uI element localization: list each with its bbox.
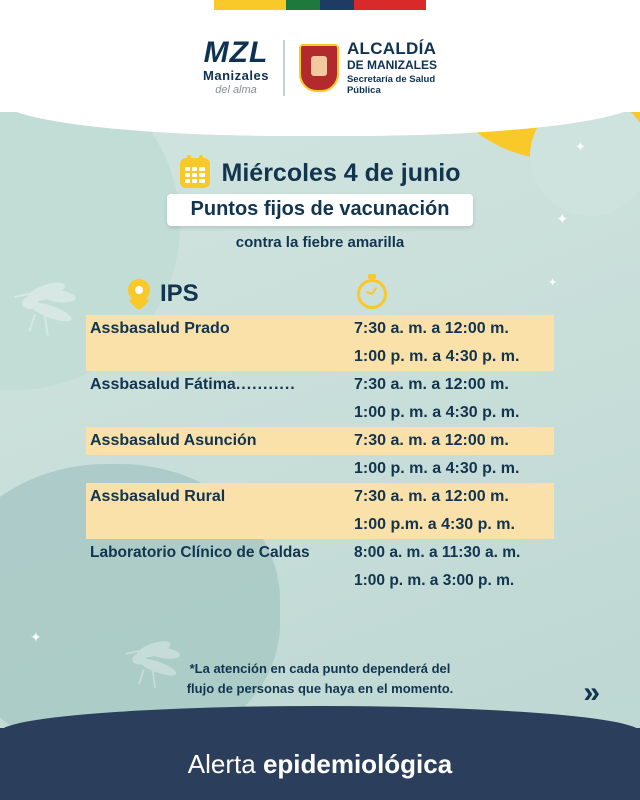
row-time: 7:30 a. m. a 12:00 m.	[354, 320, 509, 337]
row-time: 1:00 p.m. a 4:30 p. m.	[354, 516, 515, 533]
table-row	[86, 399, 554, 427]
table-row	[86, 483, 554, 511]
mzl-logo-line3: del alma	[215, 84, 257, 97]
bottom-text-bold: epidemiológica	[262, 748, 453, 779]
row-name	[86, 376, 354, 394]
alcaldia-line4: Pública	[346, 84, 381, 96]
bottom-bar	[0, 728, 640, 800]
alcaldia-line3: Secretaría de Salud	[346, 73, 436, 85]
subtitle-bold: fiebre amarilla	[302, 234, 405, 251]
table-row	[86, 427, 554, 455]
bottom-text-plain: Alerta	[187, 748, 263, 779]
shield-icon	[299, 44, 339, 92]
row-name	[86, 544, 354, 562]
row-name-text: Assbasalud Fátima	[90, 376, 236, 393]
row-name-text: Assbasalud Rural	[90, 488, 226, 505]
row-name-text: Assbasalud Prado	[90, 320, 230, 337]
alcaldia-logo	[299, 39, 437, 96]
alcaldia-line2: DE MANIZALES	[346, 57, 437, 72]
row-name	[86, 488, 354, 506]
bottom-bar-text	[188, 749, 452, 780]
row-name	[86, 432, 354, 450]
logo-divider	[283, 40, 285, 96]
page-subtitle	[0, 234, 640, 251]
title-block	[0, 158, 640, 251]
brand-header	[0, 0, 640, 122]
column-header-ips: IPS	[160, 280, 199, 307]
row-time: 1:00 p. m. a 4:30 p. m.	[354, 460, 520, 477]
subtitle-plain: contra la	[235, 234, 303, 251]
table-row	[86, 511, 554, 539]
sparkle-icon: ✦	[30, 629, 42, 645]
footnote-line1: *La atención en cada punto dependerá del	[189, 661, 451, 676]
mzl-logo-line2: Manizales	[203, 67, 269, 83]
chevron-right-icon: »	[583, 676, 594, 709]
footnote	[0, 659, 640, 698]
sparkle-icon: ✦	[556, 211, 569, 228]
table-header	[0, 279, 640, 309]
table-row	[86, 315, 554, 343]
row-time: 7:30 a. m. a 12:00 m.	[354, 488, 509, 505]
table-row	[86, 343, 554, 371]
row-name-text: Laboratorio Clínico de Caldas	[90, 544, 310, 561]
clock-icon	[357, 279, 387, 309]
row-time: 1:00 p. m. a 3:00 p. m.	[354, 572, 515, 589]
table-row	[86, 567, 554, 595]
sparkle-icon: ✦	[575, 139, 586, 154]
location-pin-icon	[128, 279, 150, 309]
row-time: 1:00 p. m. a 4:30 p. m.	[354, 348, 520, 365]
sparkle-icon: ✦	[548, 277, 558, 289]
mzl-logo-line1: MZL	[203, 35, 269, 69]
calendar-icon	[180, 158, 210, 188]
date-row	[0, 158, 640, 188]
table-row	[86, 539, 554, 567]
row-name-dots: ...........	[235, 376, 296, 393]
row-time: 7:30 a. m. a 12:00 m.	[354, 376, 509, 393]
row-name	[86, 320, 354, 338]
schedule-table	[0, 315, 640, 595]
row-time: 7:30 a. m. a 12:00 m.	[354, 432, 509, 449]
row-time: 1:00 p. m. a 4:30 p. m.	[354, 404, 520, 421]
alcaldia-line1: ALCALDÍA	[346, 39, 437, 59]
event-date: Miércoles 4 de junio	[221, 158, 461, 187]
footnote-line2: flujo de personas que haya en el momento.	[186, 680, 454, 696]
row-name-text: Assbasalud Asunción	[90, 432, 257, 449]
mzl-logo	[203, 35, 269, 99]
page-title: Puntos fijos de vacunación	[167, 194, 474, 226]
row-time: 8:00 a. m. a 11:30 a. m.	[354, 544, 521, 561]
table-row	[86, 371, 554, 399]
table-row	[86, 455, 554, 483]
